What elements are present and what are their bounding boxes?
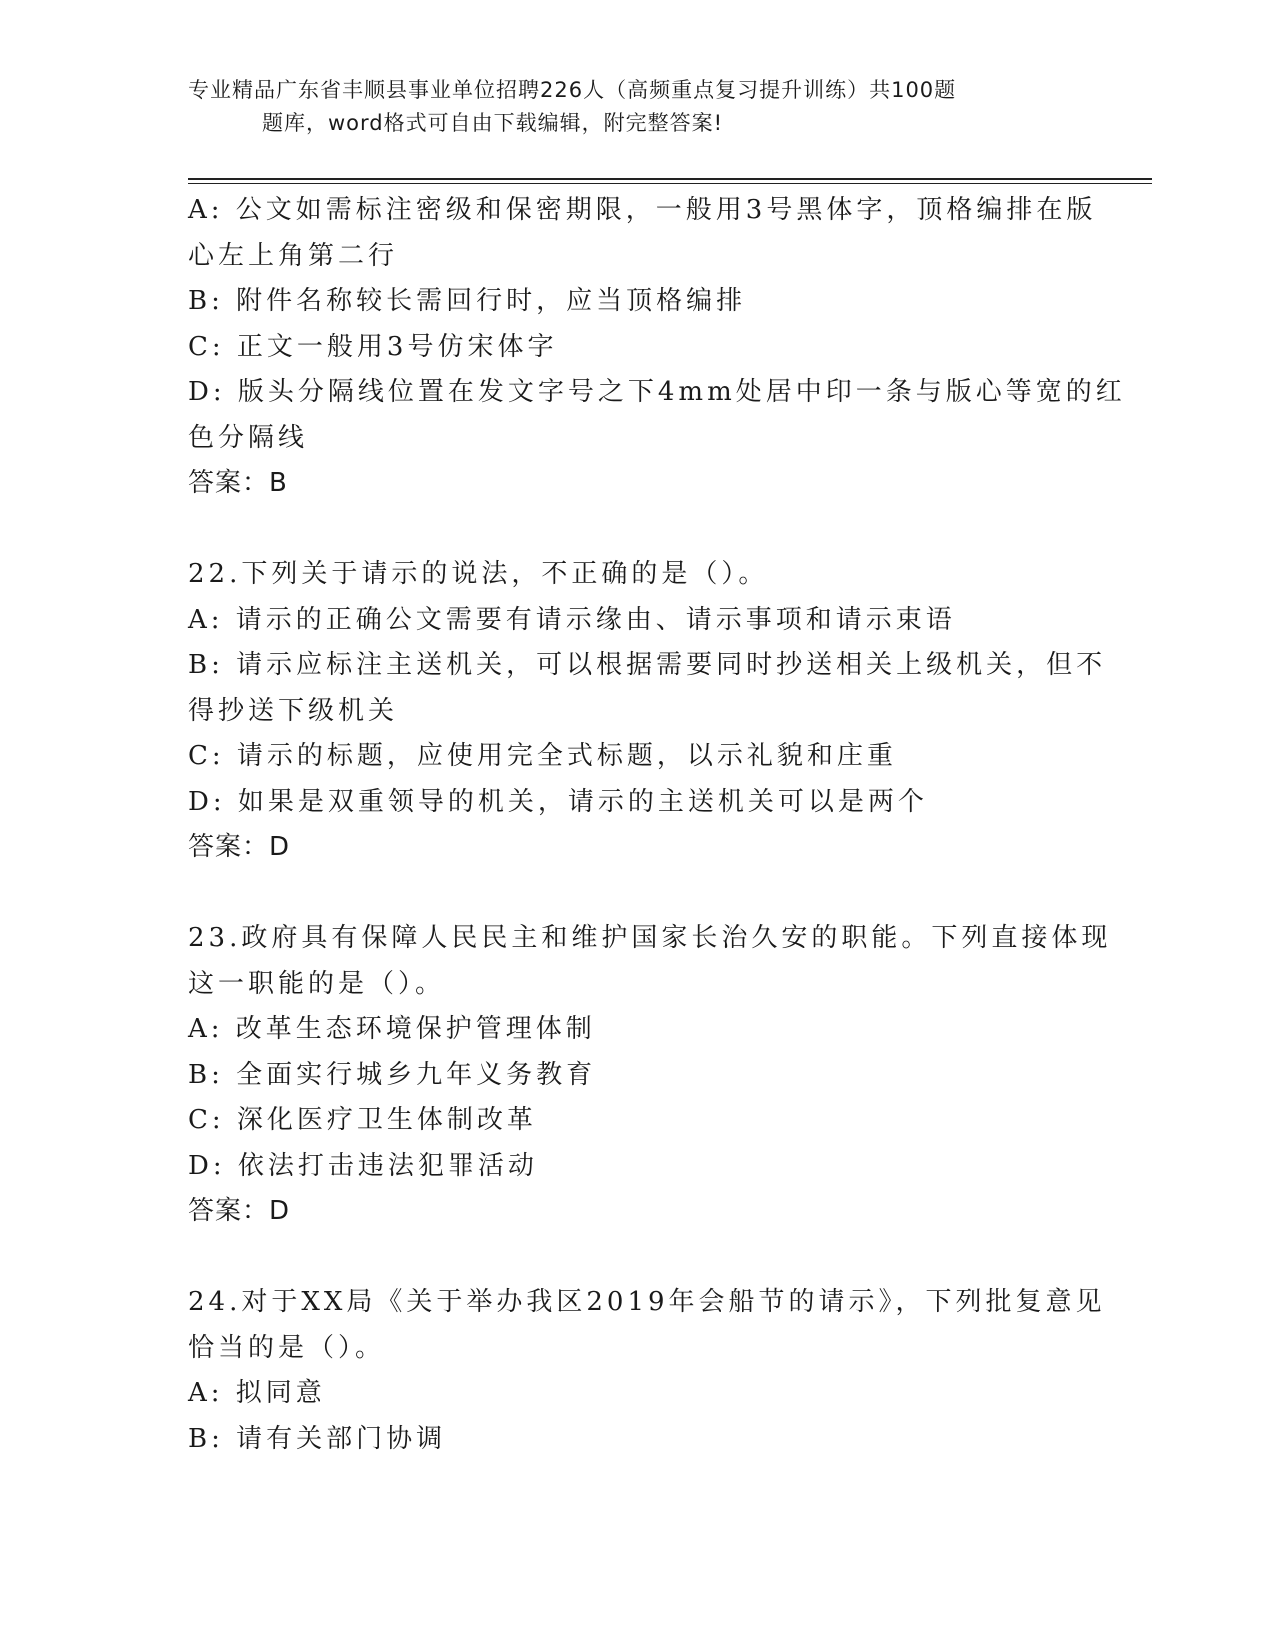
- option-b-line1: B: 请示应标注主送机关，可以根据需要同时抄送相关上级机关，但不: [188, 650, 1107, 680]
- question-stem: 22.下列关于请示的说法，不正确的是（）。: [188, 559, 769, 589]
- question-stem-line2: 这一职能的是（）。: [188, 968, 446, 999]
- document-header: [188, 74, 1068, 140]
- header-title-line1: 专业精品广东省丰顺县事业单位招聘226人（高频重点复习提升训练）共100题: [188, 78, 957, 102]
- header-rule-thick: [188, 178, 1152, 180]
- question-21-continued: [188, 188, 1126, 507]
- option-a-line2: 心左上角第二行: [188, 240, 399, 271]
- question-22: [188, 552, 1107, 871]
- option-a: A: 改革生态环境保护管理体制: [188, 1014, 596, 1044]
- spacer: [188, 1235, 1088, 1281]
- question-stem-line1: 24.对于XX局《关于举办我区2019年会船节的请示》，下列批复意见: [188, 1287, 1106, 1317]
- option-c: C: 请示的标题，应使用完全式标题，以示礼貌和庄重: [188, 741, 897, 771]
- option-a: A: 请示的正确公文需要有请示缘由、请示事项和请示束语: [188, 604, 956, 635]
- option-b-line2: 得抄送下级机关: [188, 695, 399, 726]
- option-d-line2: 色分隔线: [188, 422, 309, 453]
- question-stem-line1: 23.政府具有保障人民民主和维护国家长治久安的职能。下列直接体现: [188, 923, 1112, 953]
- header-title-line2: 题库，word格式可自由下载编辑，附完整答案!: [262, 111, 724, 135]
- option-d: D: 如果是双重领导的机关，请示的主送机关可以是两个: [188, 786, 928, 817]
- document-body: [188, 188, 1126, 1462]
- option-b: B: 全面实行城乡九年义务教育: [188, 1059, 597, 1090]
- question-stem-line2: 恰当的是（）。: [188, 1332, 386, 1363]
- answer: 答案：D: [188, 832, 291, 862]
- answer: 答案：D: [188, 1196, 291, 1226]
- question-23: [188, 916, 1112, 1235]
- option-d-line1: D: 版头分隔线位置在发文字号之下4mm处居中印一条与版心等宽的红: [188, 377, 1126, 407]
- spacer: [188, 507, 1088, 553]
- option-a: A: 拟同意: [188, 1378, 326, 1408]
- option-d: D: 依法打击违法犯罪活动: [188, 1150, 538, 1181]
- header-rule-thin: [188, 183, 1152, 184]
- answer: 答案：B: [188, 468, 288, 498]
- option-b: B: 附件名称较长需回行时，应当顶格编排: [188, 286, 747, 316]
- option-b: B: 请有关部门协调: [188, 1423, 447, 1454]
- option-c: C: 正文一般用3号仿宋体字: [188, 331, 558, 362]
- question-24: [188, 1280, 1106, 1462]
- option-a-line1: A: 公文如需标注密级和保密期限，一般用3号黑体字，顶格编排在版: [188, 195, 1097, 225]
- spacer: [188, 871, 1088, 917]
- option-c: C: 深化医疗卫生体制改革: [188, 1105, 537, 1135]
